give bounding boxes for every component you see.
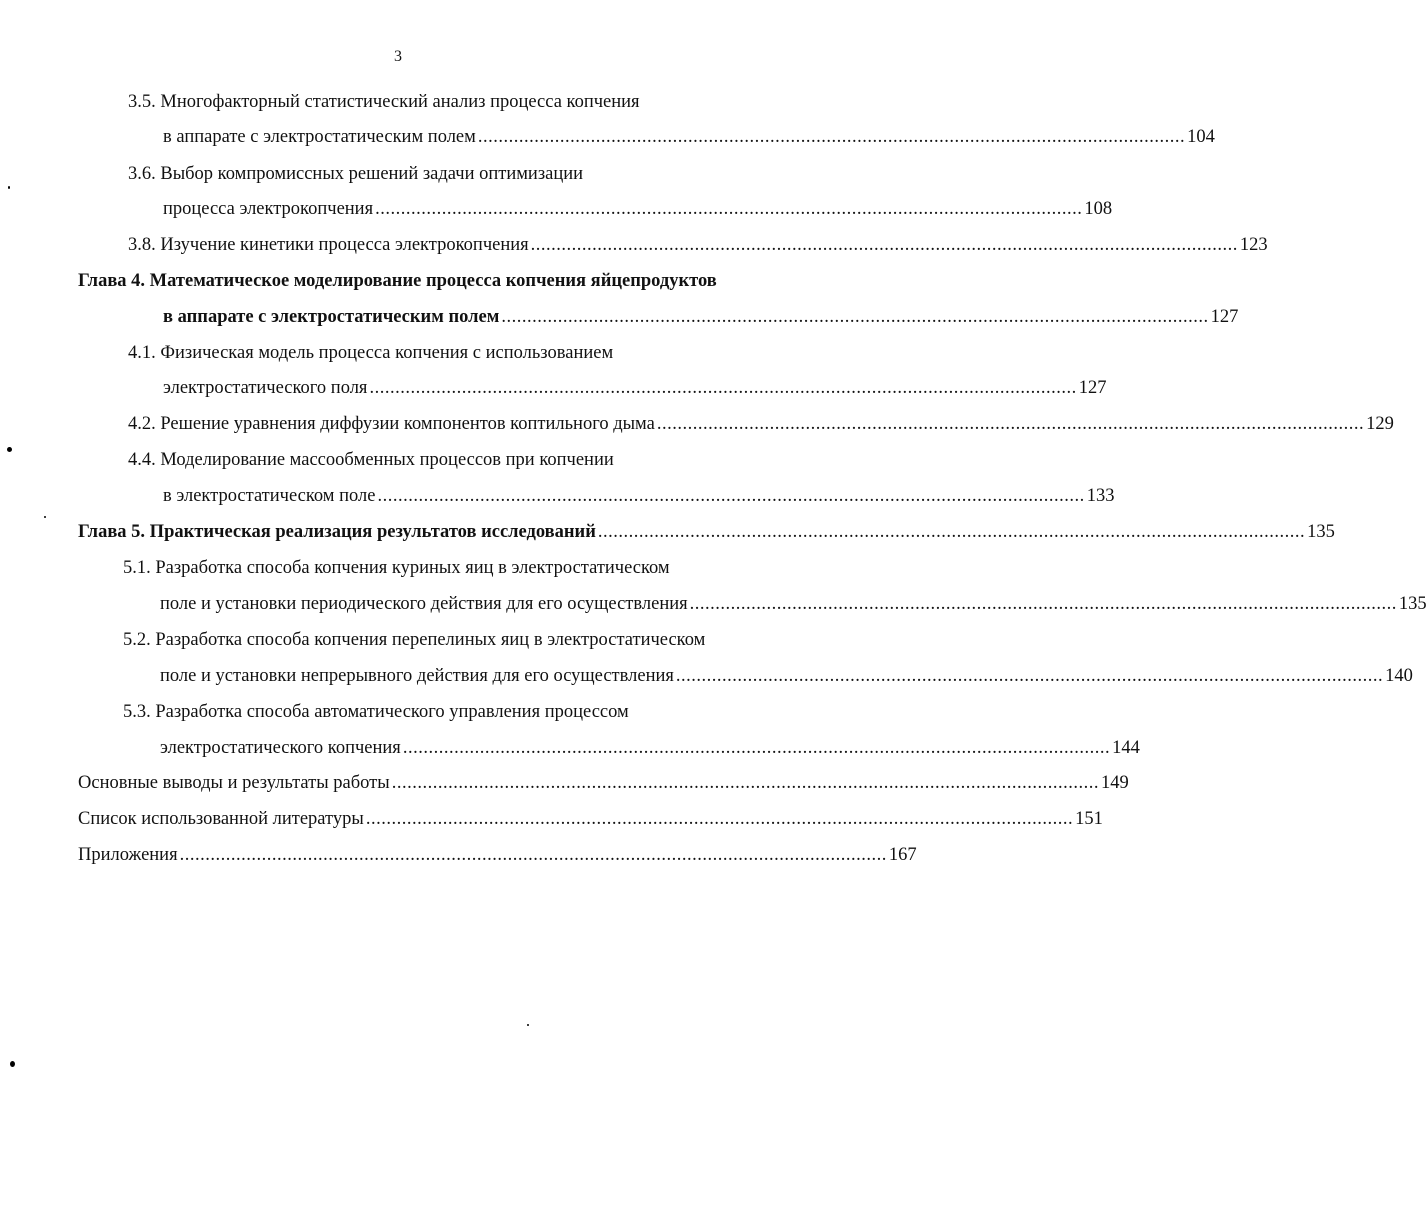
- toc-chapter-4: [163, 305, 1239, 329]
- dot-leader: ..........................................................................................................................................: [391, 773, 1099, 793]
- toc-page-number: 140: [1385, 666, 1413, 686]
- toc-entry-4-1: [163, 376, 1107, 400]
- toc-entry-5-3-title: 5.3. Разработка способа автоматического управления процессом: [123, 702, 629, 722]
- toc-conclusions: [78, 771, 1129, 795]
- toc-entry-5-2-title: 5.2. Разработка способа копчения перепелиных яиц в электростатическом: [123, 630, 706, 650]
- toc-entry-title: поле и установки непрерывного действия для его осуществления: [160, 666, 674, 686]
- toc-page-number: 135: [1307, 522, 1335, 542]
- scan-speck: [7, 447, 12, 452]
- toc-chapter-4-title: Глава 4. Математическое моделирование процесса копчения яйцепродуктов: [78, 271, 717, 291]
- toc-entry-5-2: [160, 664, 1413, 688]
- toc-entry-5-1: [160, 592, 1427, 616]
- toc-entry-title: электростатического поля: [163, 378, 368, 398]
- toc-page-number: 135: [1398, 594, 1427, 614]
- dot-leader: ..........................................................................................................................................: [369, 378, 1077, 398]
- toc-entry-title: Глава 5. Практическая реализация результатов исследований: [78, 522, 596, 542]
- toc-entry-title: в электростатическом поле: [163, 486, 376, 506]
- toc-page-number: 108: [1084, 199, 1113, 219]
- toc-entry-3-8: [128, 233, 1268, 257]
- dot-leader: ..........................................................................................................................................: [402, 738, 1111, 758]
- toc-entry-3-5-title: 3.5. Многофакторный статистический анализ процесса копчения: [128, 92, 640, 112]
- dot-leader: ..........................................................................................................................................: [377, 486, 1085, 506]
- dot-leader: ..........................................................................................................................................: [375, 199, 1083, 219]
- scan-speck: [10, 1061, 15, 1067]
- toc-entry-4-1-title: 4.1. Физическая модель процесса копчения с использованием: [128, 343, 614, 363]
- dot-leader: ..........................................................................................................................................: [501, 307, 1209, 327]
- toc-references: [78, 807, 1103, 831]
- scan-speck: [8, 186, 10, 189]
- toc-entry-3-6: [163, 197, 1113, 221]
- dot-leader: ..........................................................................................................................................: [365, 809, 1074, 829]
- dot-leader: ..........................................................................................................................................: [656, 414, 1365, 434]
- toc-page-number: 149: [1100, 773, 1129, 793]
- toc-page-number: 167: [888, 845, 917, 865]
- toc-page-number: 144: [1112, 738, 1140, 758]
- toc-page-number: 127: [1210, 307, 1239, 327]
- toc-page-number: 129: [1366, 414, 1394, 434]
- toc-entry-4-2: [128, 412, 1394, 436]
- toc-entry-title: 3.8. Изучение кинетики процесса электрокопчения: [128, 235, 529, 255]
- toc-appendices: [78, 843, 917, 867]
- toc-entry-title: поле и установки периодического действия для его осуществления: [160, 594, 688, 614]
- toc-page-number: 104: [1187, 127, 1215, 147]
- toc-entry-5-3: [160, 736, 1140, 760]
- dot-leader: ..........................................................................................................................................: [477, 127, 1186, 147]
- toc-entry-title: электростатического копчения: [160, 738, 401, 758]
- dot-leader: ..........................................................................................................................................: [689, 594, 1397, 614]
- toc-entry-title: 4.2. Решение уравнения диффузии компонентов коптильного дыма: [128, 414, 655, 434]
- toc-entry-title: Список использованной литературы: [78, 809, 364, 829]
- dot-leader: ..........................................................................................................................................: [179, 845, 887, 865]
- scan-speck: [44, 516, 46, 518]
- toc-entry-title: Основные выводы и результаты работы: [78, 773, 390, 793]
- toc-chapter-5: [78, 520, 1335, 544]
- toc-entry-4-4: [163, 484, 1115, 508]
- toc-entry-title: Приложения: [78, 845, 178, 865]
- toc-entry-3-5: [163, 125, 1215, 149]
- dot-leader: ..........................................................................................................................................: [675, 666, 1384, 686]
- toc-page-number: 133: [1086, 486, 1115, 506]
- dot-leader: ..........................................................................................................................................: [597, 522, 1306, 542]
- toc-entry-title: процесса электрокопчения: [163, 199, 374, 219]
- toc-entry-title: в аппарате с электростатическим полем: [163, 307, 500, 327]
- dot-leader: ..........................................................................................................................................: [530, 235, 1238, 255]
- toc-page-number: 127: [1078, 378, 1107, 398]
- scan-speck: [527, 1024, 529, 1026]
- toc-page-number: 151: [1075, 809, 1103, 829]
- page-number: 3: [394, 48, 402, 65]
- toc-entry-4-4-title: 4.4. Моделирование массообменных процессов при копчении: [128, 450, 614, 470]
- toc-page-number: 123: [1239, 235, 1268, 255]
- toc-entry-3-6-title: 3.6. Выбор компромиссных решений задачи оптимизации: [128, 164, 584, 184]
- toc-entry-5-1-title: 5.1. Разработка способа копчения куриных яиц в электростатическом: [123, 558, 670, 578]
- toc-entry-title: в аппарате с электростатическим полем: [163, 127, 476, 147]
